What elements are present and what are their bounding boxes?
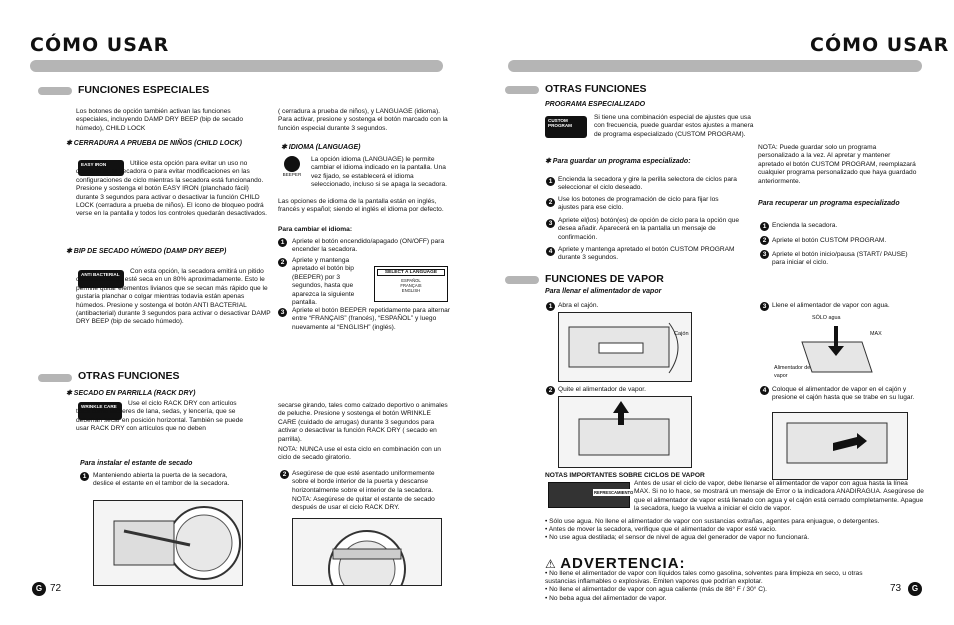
- custom-program-note: NOTA: Puede guardar solo un programa personalizado a la vez. Al apretar y mantener apretado el botón CUSTOM PROGRAM, reemplazará cualquier programa personalizado que haya guardado anteriormente.: [758, 144, 917, 185]
- damp-dry-title: ✱ BIP DE SECADO HÚMEDO (DAMP DRY BEEP): [66, 248, 227, 255]
- rack-step-2: Asegúrese de que esté asentado uniformemente sobre el borde interior de la puerta y descanse horizontalmente sobre el interior de la secadora.: [292, 470, 435, 494]
- warning-title: ADVERTENCIA:: [560, 555, 686, 572]
- left-page-title: CÓMO USAR: [30, 34, 170, 56]
- section-heading-otras-right: OTRAS FUNCIONES: [545, 83, 647, 95]
- step-number-1: 1: [546, 177, 555, 186]
- step-number-3: 3: [546, 219, 555, 228]
- step-number-1: 1: [760, 222, 769, 231]
- notas-text: Antes de usar el ciclo de vapor, debe llenarse el alimentador de vapor con agua hasta la línea MAX. Si no lo hace, se mostrará un mensaje de Error o la indicadora ANADIRAGUA. Asegúrese de que el alimentador de vapor está llenado con agua y el cajón está cerrado completamente. Apague la secadora, luego la vuelva a iniciar el ciclo de vapor.: [634, 480, 924, 513]
- guardar-step-1: Encienda la secadora y gire la perilla selectora de ciclos para seleccionar el ciclo deseado.: [558, 176, 737, 192]
- beeper-button-icon: [281, 156, 303, 184]
- step-number-2: 2: [280, 470, 289, 479]
- list-item: • Antes de mover la secadora, verifique que el alimentador de vapor esté vacío.: [545, 526, 777, 534]
- rack-step-2-note: NOTA: Asegúrese de quitar el estante de secado después de usar el ciclo RACK DRY.: [292, 496, 435, 512]
- vapor-step-4: Coloque el alimentador de vapor en el cajón y presione el cajón hasta que se trabe en su lugar.: [772, 386, 915, 402]
- list-item: • No llene el alimentador de vapor con líquidos tales como gasolina, solventes para limpieza en seco, u otras sustancias inflamables o explosivas. Emiten vapores que podrían explotar.: [545, 570, 863, 586]
- wrinkle-care-button-icon: WRINKLE CARE: [78, 402, 122, 420]
- step-number-1: 1: [80, 472, 89, 481]
- language-option: ESPAÑOL: [401, 278, 421, 283]
- open-drawer-illustration: [558, 312, 692, 382]
- control-panel-illustration: [548, 482, 634, 508]
- warning-triangle-icon: ⚠: [545, 557, 556, 571]
- guardar-step-2: Use los botones de programación de ciclo para fijar los ajustes para ese ciclo.: [558, 196, 719, 212]
- cambiar-title: Para cambiar el idioma:: [278, 226, 353, 233]
- drawer-icon: [559, 313, 691, 381]
- brand-logo-icon: G: [908, 582, 922, 596]
- rack-install-illustration: [93, 500, 243, 586]
- step-number-2: 2: [760, 236, 769, 245]
- page-number-right: 73: [890, 583, 902, 594]
- cajon-label: Cajón: [674, 331, 689, 337]
- remove-feeder-illustration: [558, 396, 692, 468]
- step-number-4: 4: [760, 386, 769, 395]
- recuperar-step-2: Apriete el botón CUSTOM PROGRAM.: [772, 237, 887, 244]
- idioma-text: La opción idioma (LANGUAGE) le permite cambiar el idioma indicado en la pantalla. Una vez fijado, se establecerá el idioma seleccionado, incluso si se apaga la secadora.: [311, 156, 447, 189]
- dryer-drum-icon: [293, 519, 441, 585]
- solo-agua-label: SÓLO agua: [812, 315, 841, 321]
- recuperar-step-3: Apriete el botón inicio/pausa (START/ PAUSE) para iniciar el ciclo.: [772, 251, 908, 267]
- warning-bullet-list: [545, 570, 895, 603]
- max-label: MAX: [870, 331, 882, 337]
- instalar-step-1: Manteniendo abierta la puerta de la secadora, deslice el estante en el tambor de la secadora.: [93, 472, 230, 488]
- section-heading-especiales: FUNCIONES ESPECIALES: [78, 84, 210, 96]
- programa-title: PROGRAMA ESPECIALIZADO: [545, 101, 646, 108]
- vapor-step-1: Abra el cajón.: [558, 302, 599, 309]
- child-lock-title: ✱ CERRADURA A PRUEBA DE NIÑOS (CHILD LOCK): [66, 140, 242, 147]
- insert-feeder-illustration: [772, 412, 908, 480]
- guardar-step-3: Apriete el(los) botón(es) de opción de ciclo para la opción que desea añadir. Aparecerá en la pantalla un mensaje de confirmación.: [558, 217, 740, 241]
- vapor-bullet-list: [545, 518, 915, 543]
- programa-text: Si tiene una combinación especial de ajustes que usa con frecuencia, puede guardar estos ajustes a manera de programa especializado (CUSTOM PROGRAM).: [594, 114, 754, 138]
- guardar-title: ✱ Para guardar un programa especializado:: [545, 158, 691, 165]
- list-item: • No use agua destilada; el sensor de nivel de agua del generador de vapor no funcionará.: [545, 534, 810, 542]
- language-option: FRANÇAIS: [400, 283, 422, 288]
- step-number-3: 3: [760, 250, 769, 259]
- vapor-step-2: Quite el alimentador de vapor.: [558, 386, 646, 393]
- panel-label: REFRESCAMIENTO: [594, 490, 634, 495]
- beeper-label: BEEPER: [282, 172, 302, 177]
- list-item: • No llene el alimentador de vapor con agua caliente (más de 86° F / 30° C).: [545, 586, 767, 594]
- alimentador-label: Alimentador de vapor: [774, 365, 811, 380]
- intro-text: Los botones de opción también activan las funciones especiales, incluyendo DAMP DRY BEEP (bip de secado húmedo), CHILD LOCK: [76, 108, 244, 132]
- section-heading-otras-left: OTRAS FUNCIONES: [78, 370, 180, 382]
- dryer-drum-icon: [94, 501, 242, 585]
- instalar-title: Para instalar el estante de secado: [80, 460, 193, 467]
- language-screen-title: SELECT A LANGUAGE: [377, 269, 445, 276]
- step-number-2: 2: [278, 258, 287, 267]
- step-number-4: 4: [546, 247, 555, 256]
- section-pill: [38, 87, 72, 95]
- rack-placement-illustration: [292, 518, 442, 586]
- col2-intro: ( cerradura a prueba de niños), y LANGUAGE (idioma). Para activar, presione y sostenga el botón marcado con la función especial durante 3 segundos.: [278, 108, 448, 132]
- right-header-bar: [508, 60, 922, 72]
- anti-bacterial-button-icon: ANTI BACTERIAL: [78, 270, 124, 288]
- brand-logo-icon: G: [32, 582, 46, 596]
- left-header-bar: [30, 60, 443, 72]
- vapor-step-3: Llene el alimentador de vapor con agua.: [772, 302, 890, 309]
- recuperar-title: Para recuperar un programa especializado: [758, 200, 900, 207]
- idioma-title: ✱ IDIOMA (LANGUAGE): [281, 144, 361, 151]
- step-number-3: 3: [760, 302, 769, 311]
- section-heading-vapor: FUNCIONES DE VAPOR: [545, 273, 664, 285]
- lang-step-1: Apriete el botón encendido/apagado (ON/OFF) para encender la secadora.: [292, 238, 445, 254]
- section-pill: [505, 276, 539, 284]
- rack-dry-title: ✱ SECADO EN PARRILLA (RACK DRY): [66, 390, 196, 397]
- right-page-title: CÓMO USAR: [810, 34, 950, 56]
- step-number-2: 2: [546, 386, 555, 395]
- step-number-2: 2: [546, 198, 555, 207]
- language-option: ENGLISH: [401, 288, 421, 293]
- child-lock-text: Utilice esta opción para evitar un uso no deseado de la secadora o para evitar modificaciones en las configuraciones de ciclo mientras la secadora está funcionando. Presione y sostenga el botón EASY IRON (planchado fácil) durante 3 segundos para activar o desactivar la función CHILD LOCK (cerradura a prueba de niños). El ícono de bloqueo podrá verse en la pantalla y todos los controles quedarán desactivados.: [76, 160, 267, 218]
- easy-iron-button-icon: EASY IRON: [78, 160, 124, 176]
- language-screen: [374, 266, 448, 302]
- lang-step-3: Apriete el botón BEEPER repetidamente para alternar entre “FRANÇAIS” (francés), “ESPAÑOL” y luego nuevamente al “ENGLISH” (inglés).: [292, 307, 450, 331]
- step-number-3: 3: [278, 308, 287, 317]
- step-number-1: 1: [278, 238, 287, 247]
- list-item: • Sólo use agua. No llene el alimentador de vapor con sustancias extrañas, agentes para enjuague, o detergentes.: [545, 518, 880, 525]
- drawer-icon: [773, 413, 907, 479]
- llenar-title: Para llenar el alimentador de vapor: [545, 288, 662, 295]
- recuperar-step-1: Encienda la secadora.: [772, 222, 838, 229]
- page-number-left: 72: [50, 583, 62, 594]
- rack-col2-note: NOTA: NUNCA use el esta ciclo en combinación con un ciclo de secado giratorio.: [278, 446, 441, 462]
- rack-col2-text: secarse girando, tales como calzado deportivo o animales de peluche. Presione y sostenga el botón WRINKLE CARE (cuidado de arrugas) durante 3 segundos para activar o desactivar la función RACK DRY ( secado en parrilla).: [278, 402, 448, 443]
- section-pill: [38, 374, 72, 382]
- rack-dry-text: Use el ciclo RACK DRY con artículos tales como suéteres de lana, sedas, y lencería, que se deberían secar en posición horizontal. También se puede usar RACK DRY con artículos que no deben: [76, 400, 244, 433]
- notas-title: NOTAS IMPORTANTES SOBRE CICLOS DE VAPOR: [545, 472, 705, 479]
- lang-step-2: Apriete y mantenga apretado el botón bip (BEEPER) por 3 segundos, hasta que aparezca la siguiente pantalla.: [292, 257, 355, 307]
- damp-dry-text: Con esta opción, la secadora emitirá un pitido cuando la carga esté seca en un 80% aproximadamente. Esto le permite quitar elementos livianos que se secan más rápido que le gustaría planchar o colgar mientras todavía están apenas húmedos. Presione y sostenga el botón ANTI BACTERIAL (antibacterial) durante 3 segundos para activar o desactivar DAMP DRY BEEP (bip de secado húmedo).: [76, 268, 271, 326]
- step-number-1: 1: [546, 302, 555, 311]
- custom-program-button-icon: CUSTOM PROGRAM: [545, 116, 587, 138]
- idioma-note: Las opciones de idioma de la pantalla están en inglés, francés y español; siendo el inglés el idioma por defecto.: [278, 198, 444, 214]
- list-item: • No beba agua del alimentador de vapor.: [545, 594, 667, 602]
- guardar-step-4: Apriete y mantenga apretado el botón CUSTOM PROGRAM durante 3 segundos.: [558, 246, 735, 262]
- section-pill: [505, 86, 539, 94]
- steam-feeder-icon: [559, 397, 691, 467]
